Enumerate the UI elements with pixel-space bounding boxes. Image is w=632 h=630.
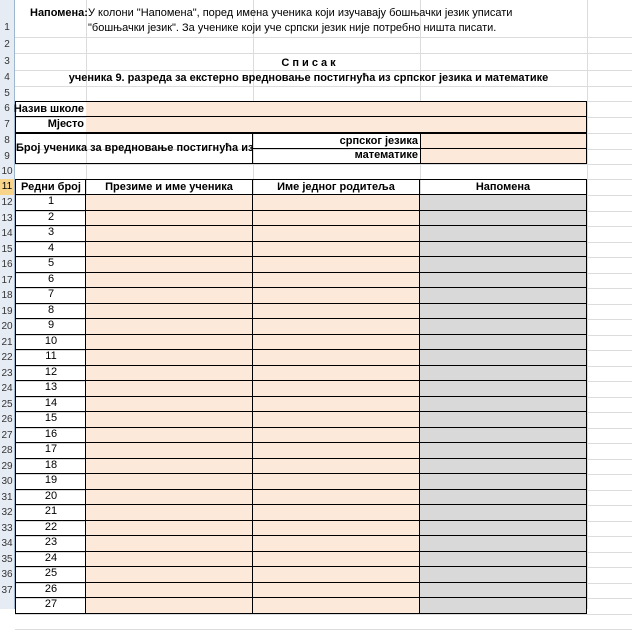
row-header-26[interactable]: 26 [1,414,13,425]
list-subtitle: ученика 9. разреда за екстерно вредновање постигнућа из српског језика и математике [68,72,549,84]
parent-name-input[interactable] [253,598,420,614]
row-number: 9 [47,319,55,331]
count-serbian-label-cell [253,133,420,149]
student-name-input[interactable] [86,195,253,211]
student-name-input[interactable] [86,242,253,258]
school-name-label: Назив школе [13,103,84,115]
note-input[interactable] [420,552,587,568]
note-input[interactable] [420,226,587,242]
row-number: 24 [44,551,58,564]
note-input[interactable] [420,505,587,521]
row-header-7[interactable]: 7 [4,119,10,130]
student-name-input[interactable] [86,304,253,320]
parent-name-input[interactable] [253,319,420,335]
row-header-31[interactable]: 31 [1,491,13,503]
place-label-cell [15,117,86,133]
student-name-input[interactable] [86,567,253,583]
parent-name-input[interactable] [253,521,420,537]
row-header-9[interactable]: 9 [4,151,10,162]
row-number: 15 [44,412,58,424]
parent-name-input[interactable] [253,397,420,413]
parent-name-input[interactable] [253,304,420,320]
student-name-input[interactable] [86,257,253,273]
parent-name-input[interactable] [253,428,420,444]
table-row-number-cell [15,366,86,382]
row-header-19[interactable]: 19 [1,305,13,317]
parent-name-input[interactable] [253,242,420,258]
grid-row-line [15,37,632,38]
row-header-23[interactable]: 23 [1,367,13,379]
row-number: 6 [47,272,55,285]
grid-row-line [15,614,632,615]
student-name-input[interactable] [86,288,253,304]
row-header-32[interactable]: 32 [1,507,13,518]
row-number: 8 [47,303,55,316]
row-number: 16 [44,427,58,440]
note-input[interactable] [420,319,587,335]
student-name-input[interactable] [86,474,253,490]
table-row-number-cell [15,598,86,614]
table-row-number-cell [15,428,86,444]
header-note-cell [420,179,587,195]
row-header-37[interactable]: 37 [1,584,13,596]
student-name-input[interactable] [86,459,253,475]
student-name-input[interactable] [86,366,253,382]
header-parent-cell [253,179,420,195]
note-line-2: "бошњачки језик". За ученике који уче српски језик није потребно ништа писати. [88,22,497,34]
student-name-input[interactable] [86,428,253,444]
table-row-number-cell [15,257,86,273]
note-input[interactable] [420,567,587,583]
parent-name-input[interactable] [253,273,420,289]
note-input[interactable] [420,366,587,382]
table-row-number-cell [15,335,86,351]
row-number: 3 [47,226,55,238]
table-row-number-cell [15,412,86,428]
table-row-number-cell [15,319,86,335]
note-input[interactable] [420,583,587,599]
table-row-number-cell [15,211,86,227]
row-header-12[interactable]: 12 [1,197,13,208]
row-number: 13 [44,381,58,393]
table-row-number-cell [15,381,86,397]
parent-name-input[interactable] [253,567,420,583]
table-row-number-cell [15,350,86,366]
note-input[interactable] [420,288,587,304]
student-name-input[interactable] [86,598,253,614]
table-row-number-cell [15,567,86,583]
row-header-17[interactable]: 17 [1,274,13,286]
table-row-number-cell [15,459,86,475]
note-input[interactable] [420,273,587,289]
parent-name-input[interactable] [253,335,420,351]
header-note: Напомена [475,181,531,193]
school-name-label-cell [15,101,86,117]
header-name-cell [86,179,253,195]
row-number: 18 [44,458,58,471]
parent-name-input[interactable] [253,412,420,428]
note-input[interactable] [420,412,587,428]
parent-name-input[interactable] [253,583,420,599]
grid-row-line [15,53,632,54]
table-row-number-cell [15,521,86,537]
student-name-input[interactable] [86,505,253,521]
row-header-25[interactable]: 25 [1,398,13,410]
row-header-28[interactable]: 28 [1,445,13,456]
row-number: 11 [45,350,57,362]
table-row-number-cell [15,474,86,490]
student-name-input[interactable] [86,319,253,335]
row-header-3[interactable]: 3 [4,56,10,67]
table-row-number-cell [15,552,86,568]
note-input[interactable] [420,474,587,490]
note-input[interactable] [420,459,587,475]
note-label: Напомена: [30,7,88,19]
note-input[interactable] [420,536,587,552]
row-number: 10 [44,334,58,347]
count-serbian-label: српског језика [339,135,418,147]
count-math-input[interactable] [420,149,587,164]
student-name-input[interactable] [86,521,253,537]
header-name: Презиме и име ученика [105,181,233,193]
row-number: 5 [47,257,55,269]
parent-name-input[interactable] [253,552,420,568]
row-header-2[interactable]: 2 [4,39,10,50]
parent-name-input[interactable] [253,490,420,506]
table-row-number-cell [15,505,86,521]
note-input[interactable] [420,335,587,351]
parent-name-input[interactable] [253,288,420,304]
student-name-input[interactable] [86,552,253,568]
row-header-1[interactable]: 1 [4,22,10,33]
row-number: 21 [44,505,58,517]
parent-name-input[interactable] [253,257,420,273]
row-header-10[interactable]: 10 [1,166,13,177]
row-number: 22 [44,520,58,533]
parent-name-input[interactable] [253,505,420,521]
row-header-13[interactable]: 13 [1,212,13,224]
table-row-number-cell [15,273,86,289]
row-number: 26 [44,582,58,595]
row-header-33[interactable]: 33 [1,522,13,534]
note-input[interactable] [420,195,587,211]
table-row-number-cell [15,195,86,211]
note-input[interactable] [420,443,587,459]
row-header-column [0,0,15,609]
parent-name-input[interactable] [253,226,420,242]
count-math-label: математике [354,149,418,161]
table-row-number-cell [15,242,86,258]
note-input[interactable] [420,211,587,227]
table-row-number-cell [15,304,86,320]
row-number: 25 [44,567,58,579]
place-input[interactable] [86,117,587,133]
row-number: 7 [47,288,55,300]
note-input[interactable] [420,350,587,366]
table-row-number-cell [15,583,86,599]
student-name-input[interactable] [86,490,253,506]
parent-name-input[interactable] [253,381,420,397]
table-row-number-cell [15,226,86,242]
parent-name-input[interactable] [253,350,420,366]
count-serbian-input[interactable] [420,133,587,149]
row-number: 19 [44,474,58,486]
parent-name-input[interactable] [253,195,420,211]
school-name-input[interactable] [86,101,587,117]
row-header-27[interactable]: 27 [1,429,13,441]
student-name-input[interactable] [86,412,253,428]
count-label: Број ученика за вредновање постигнућа из [16,142,254,154]
table-row-number-cell [15,443,86,459]
note-input[interactable] [420,397,587,413]
count-math-label-cell [253,149,420,164]
note-line-1: У колони "Напомена", поред имена ученика који изучавају бошњачки језик уписати [88,7,513,19]
grid-column-line [587,0,588,609]
header-no: Редни број [21,181,81,193]
row-header-20[interactable]: 20 [1,321,13,332]
row-number: 20 [44,489,58,502]
parent-name-input[interactable] [253,459,420,475]
student-name-input[interactable] [86,583,253,599]
header-parent: Име једног родитеља [277,181,395,193]
note-input[interactable] [420,381,587,397]
note-input[interactable] [420,490,587,506]
row-number: 4 [47,241,55,254]
note-input[interactable] [420,242,587,258]
row-header-35[interactable]: 35 [1,553,13,565]
parent-name-input[interactable] [253,474,420,490]
grid-row-line [15,164,632,165]
list-title: С п и с а к [281,57,336,69]
place-label: Мјесто [47,118,84,130]
row-header-29[interactable]: 29 [1,460,13,472]
row-header-14[interactable]: 14 [1,228,13,239]
table-row-number-cell [15,490,86,506]
student-name-input[interactable] [86,211,253,227]
count-label-cell [15,133,253,164]
row-number: 2 [47,210,55,223]
note-input[interactable] [420,257,587,273]
row-header-4[interactable]: 4 [4,72,10,83]
student-name-input[interactable] [86,381,253,397]
row-header-30[interactable]: 30 [1,476,13,487]
row-header-21[interactable]: 21 [1,336,13,348]
row-header-5[interactable]: 5 [4,88,10,99]
student-name-input[interactable] [86,397,253,413]
row-header-22[interactable]: 22 [1,352,13,363]
student-name-input[interactable] [86,335,253,351]
row-number: 27 [44,598,58,610]
header-no-cell [15,179,86,195]
student-name-input[interactable] [86,443,253,459]
note-input[interactable] [420,598,587,614]
row-header-16[interactable]: 16 [1,259,13,270]
note-input[interactable] [420,521,587,537]
table-row-number-cell [15,397,86,413]
table-row-number-cell [15,536,86,552]
row-header-11[interactable]: 11 [0,179,14,195]
row-number: 14 [44,396,58,409]
row-header-36[interactable]: 36 [1,569,13,580]
parent-name-input[interactable] [253,211,420,227]
parent-name-input[interactable] [253,366,420,382]
student-name-input[interactable] [86,226,253,242]
row-header-18[interactable]: 18 [1,290,13,301]
row-header-24[interactable]: 24 [1,383,13,394]
parent-name-input[interactable] [253,443,420,459]
row-header-6[interactable]: 6 [4,103,10,114]
row-number: 23 [44,536,58,548]
student-name-input[interactable] [86,536,253,552]
row-header-34[interactable]: 34 [1,538,13,549]
row-number: 12 [44,365,58,378]
row-header-15[interactable]: 15 [1,243,13,255]
student-name-input[interactable] [86,350,253,366]
row-number: 17 [44,443,58,455]
note-input[interactable] [420,428,587,444]
student-name-input[interactable] [86,273,253,289]
parent-name-input[interactable] [253,536,420,552]
note-input[interactable] [420,304,587,320]
row-header-8[interactable]: 8 [4,135,10,146]
row-number: 1 [47,195,55,207]
table-row-number-cell [15,288,86,304]
